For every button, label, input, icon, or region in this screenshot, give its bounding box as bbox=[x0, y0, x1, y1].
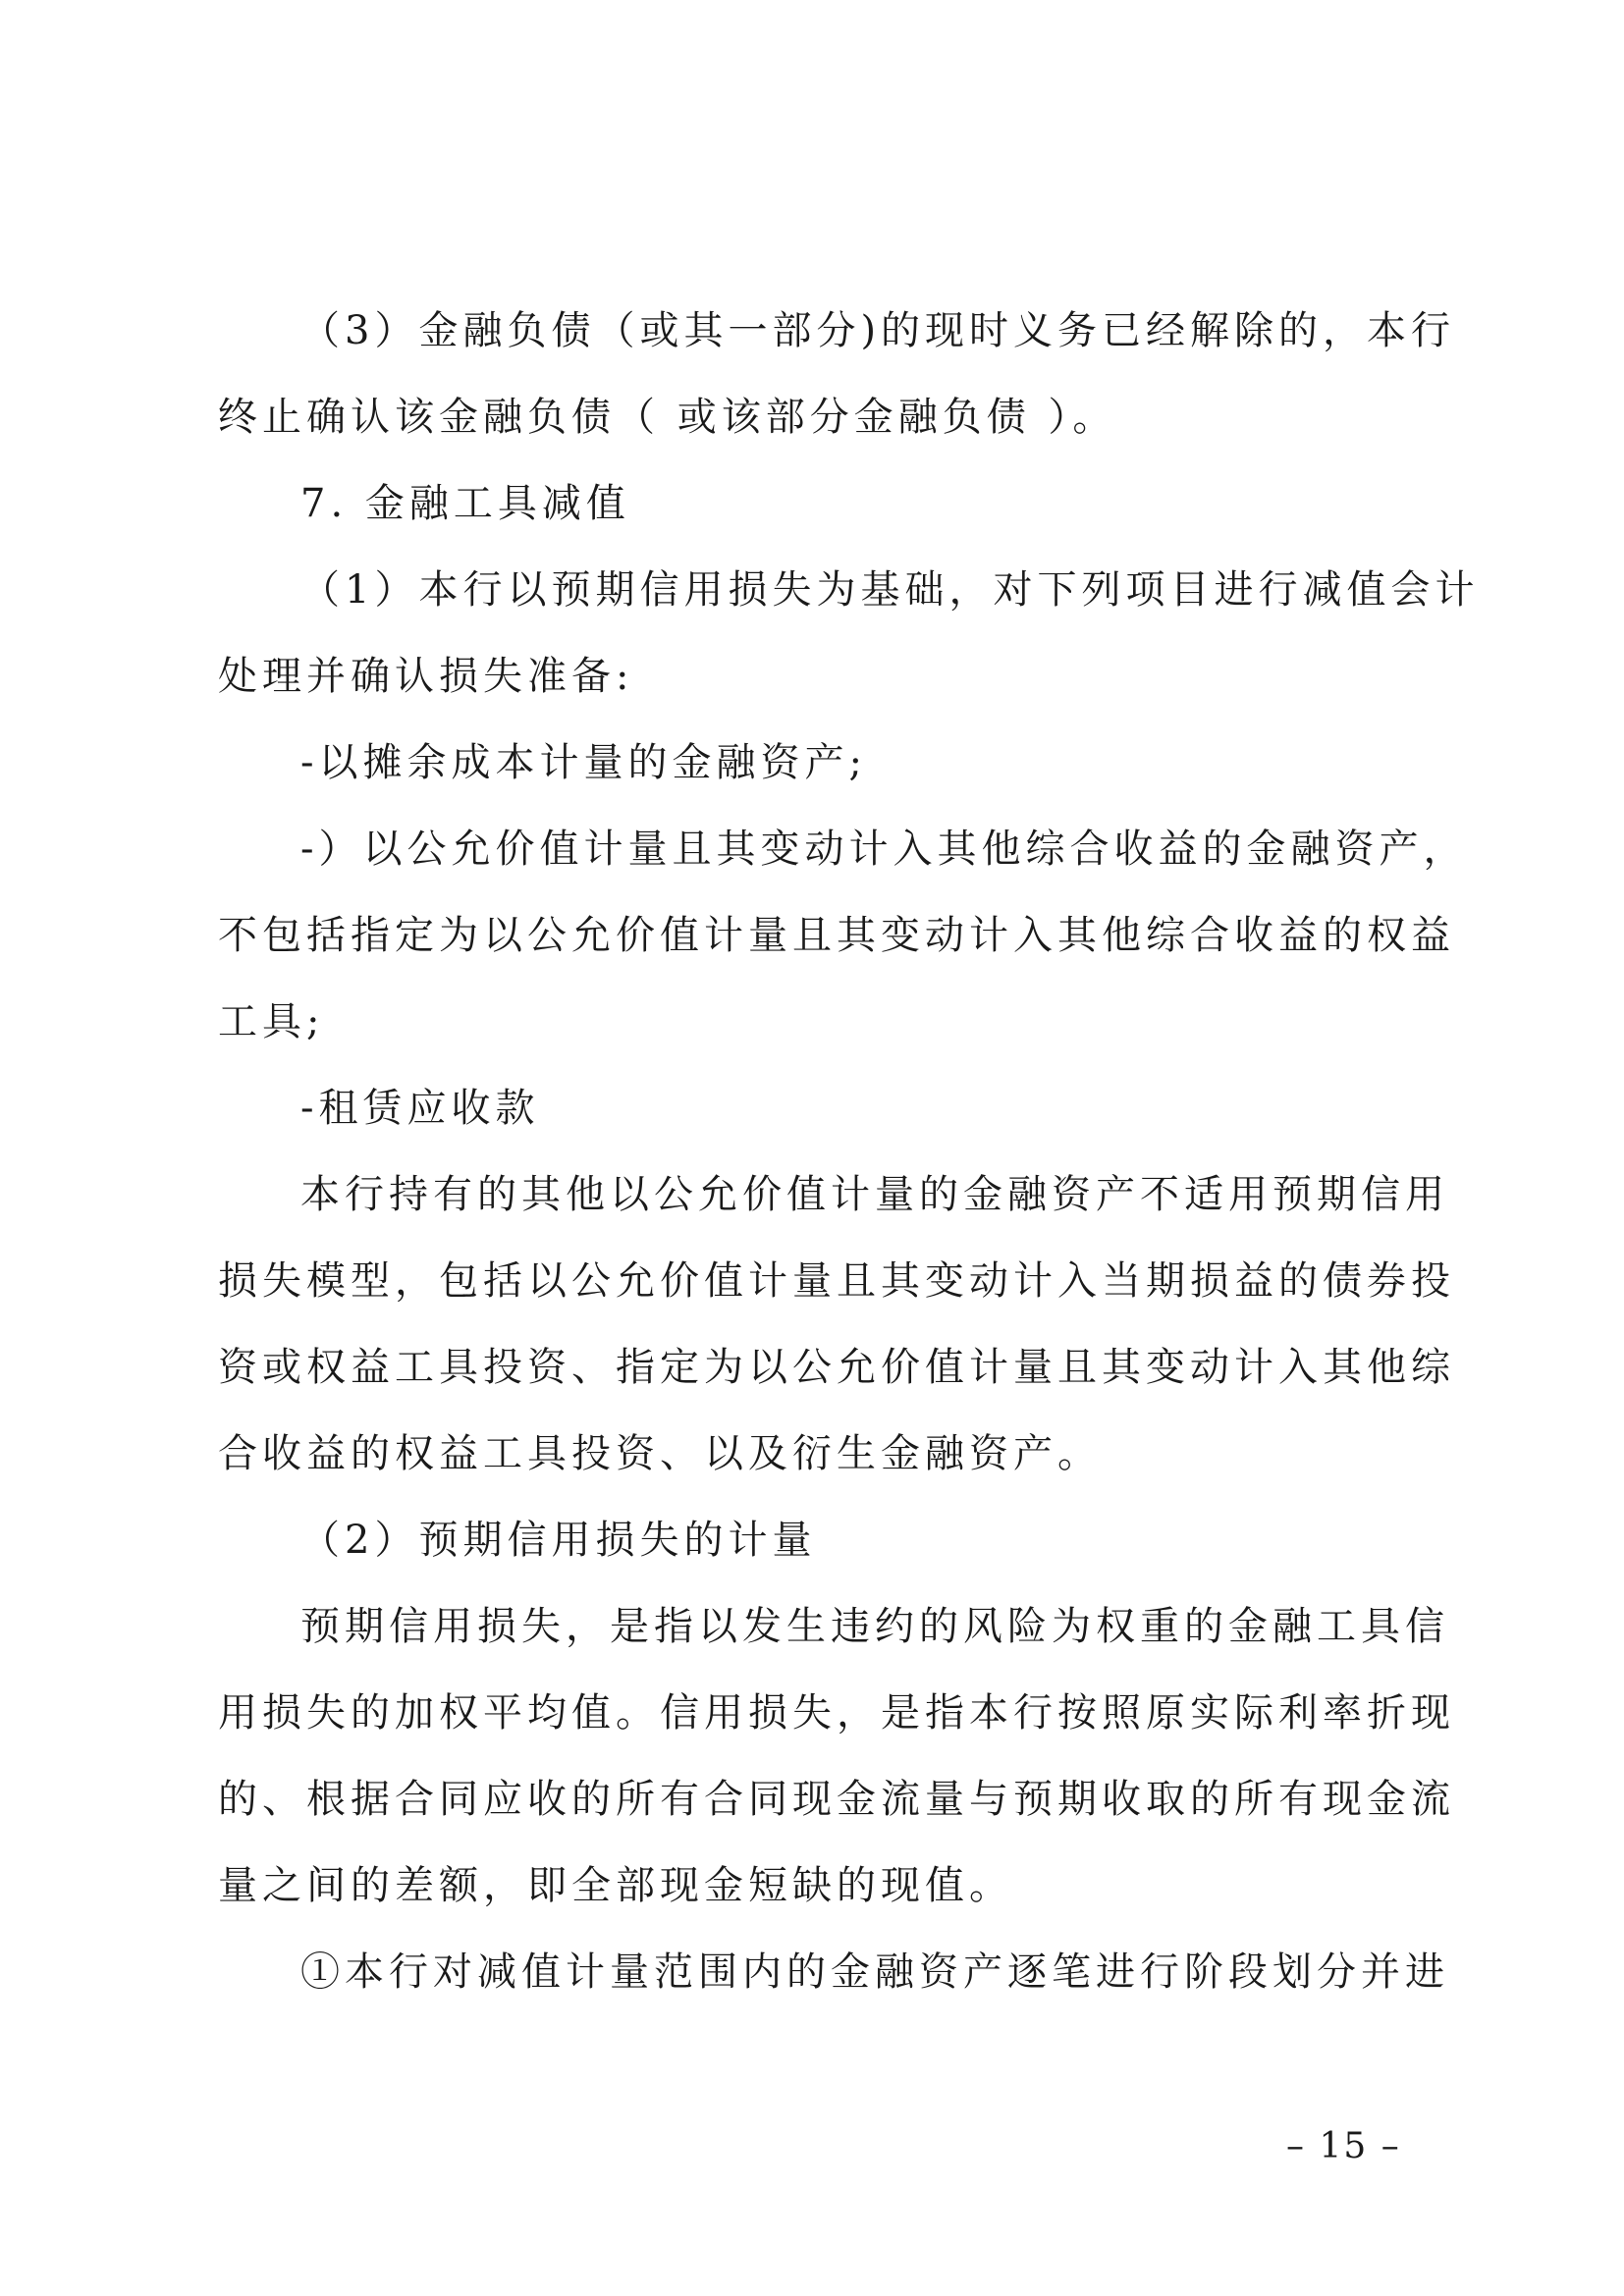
list-item: -）以公允价值计量且其变动计入其他综合收益的金融资产， bbox=[300, 827, 1468, 872]
paragraph-line: 工具; bbox=[218, 999, 325, 1044]
list-item: -租赁应收款 bbox=[300, 1086, 540, 1131]
section-heading: 7. 金融工具减值 bbox=[300, 481, 630, 526]
paragraph-line: 不包括指定为以公允价值计量且其变动计入其他综合收益的权益 bbox=[218, 913, 1455, 958]
paragraph-line: 的、根据合同应收的所有合同现金流量与预期收取的所有现金流 bbox=[218, 1777, 1455, 1822]
paragraph-line: 资或权益工具投资、指定为以公允价值计量且其变动计入其他综 bbox=[218, 1345, 1455, 1390]
paragraph-line: （3）金融负债（或其一部分)的现时义务已经解除的，本行 bbox=[300, 308, 1456, 353]
paragraph-line: 合收益的权益工具投资、以及衍生金融资产。 bbox=[218, 1431, 1102, 1476]
paragraph-line: 量之间的差额，即全部现金短缺的现值。 bbox=[218, 1863, 1013, 1908]
paragraph-line: （1）本行以预期信用损失为基础，对下列项目进行减值会计 bbox=[300, 567, 1480, 613]
paragraph-line: 预期信用损失，是指以发生违约的风险为权重的金融工具信 bbox=[300, 1604, 1449, 1649]
list-item: -以摊余成本计量的金融资产; bbox=[300, 740, 867, 785]
page-number: – 15 – bbox=[1286, 2126, 1401, 2166]
paragraph-line: 损失模型，包括以公允价值计量且其变动计入当期损益的债券投 bbox=[218, 1258, 1455, 1304]
subsection-heading: （2）预期信用损失的计量 bbox=[300, 1518, 817, 1563]
paragraph-line: ①本行对减值计量范围内的金融资产逐笔进行阶段划分并进 bbox=[300, 1949, 1449, 1995]
paragraph-line: 处理并确认损失准备: bbox=[218, 654, 634, 699]
paragraph-line: 用损失的加权平均值。信用损失，是指本行按照原实际利率折现 bbox=[218, 1690, 1455, 1735]
paragraph-line: 本行持有的其他以公允价值计量的金融资产不适用预期信用 bbox=[300, 1172, 1449, 1217]
paragraph-line: 终止确认该金融负债（ 或该部分金融负债 ）。 bbox=[218, 395, 1117, 440]
